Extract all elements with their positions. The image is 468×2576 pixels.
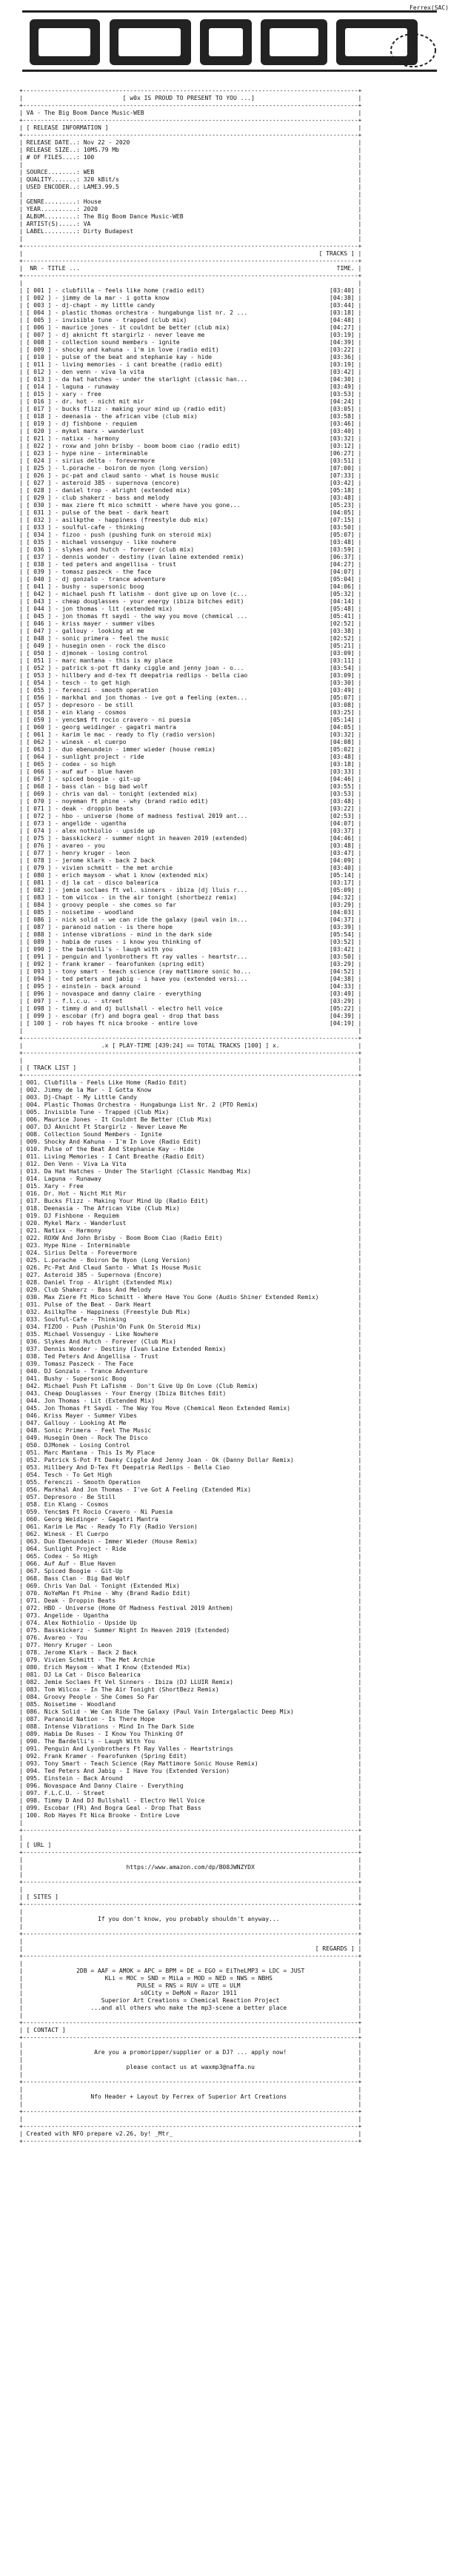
tracklist-item: | 076. Avareo - You |: [19, 1634, 362, 1641]
spacer: | |: [19, 2042, 362, 2048]
release-date: | RELEASE DATE..: Nov 22 - 2020 |: [19, 139, 362, 146]
track-row: | [ 084 ] - groovy people - she comes so far [03:29] |: [19, 902, 362, 908]
track-row: | [ 049 ] - husegin onen - rock the disco [05:21] |: [19, 643, 362, 649]
tracklist-item: | 020. Mykel Marx - Wanderlust |: [19, 1220, 362, 1227]
tracklist-item: | 007. DJ Aknicht Ft Stargirlz - Never Leave Me |: [19, 1124, 362, 1130]
tracklist-item: | 059. Yenc$m$ Ft Rocio Cravero - Ni Puesia |: [19, 1509, 362, 1515]
tracklist-item: | 081. DJ La Cat - Disco Balearica |: [19, 1671, 362, 1678]
tracklist-item: | 082. Jemie Soclaes Ft Vel Sinners - Ibiza (DJ LLUIR Remix) |: [19, 1679, 362, 1686]
divider: +----------------------------------------------------------------------------------------------+: [19, 1035, 362, 1042]
tracklist-item: | 083. Tom Wilcox - In The Air Tonight (ShortBezz Remix) |: [19, 1686, 362, 1693]
track-row: | [ 062 ] - winesk - el cuerpo [04:08] |: [19, 739, 362, 745]
track-row: | [ 089 ] - habia de ruses - i know you thinking of [03:52] |: [19, 939, 362, 945]
tracklist-item: | 094. Ted Peters And Jabig - I Have You (Extended Version) |: [19, 1768, 362, 1774]
spacer: | |: [19, 1057, 362, 1064]
tracklist-item: | 040. DJ Gonzalo - Trance Adventure |: [19, 1368, 362, 1375]
tracklist-item: | 068. Bass Clan - Big Bad Wolf |: [19, 1575, 362, 1582]
track-row: | [ 033 ] - soulful-cafe - thinking [03:50] |: [19, 524, 362, 531]
tracklist-item: | 073. Angelide - Ugantha |: [19, 1612, 362, 1619]
track-row: | [ 011 ] - living memories - i cant breathe (radio edit) [03:19] |: [19, 361, 362, 368]
tracklist-item: | 002. Jimmy de la Mar - I Gotta Know |: [19, 1087, 362, 1093]
label: | LABEL.........: Dirty Budapest |: [19, 228, 362, 235]
tracklist-item: | 056. Markhal And Jon Thomas - I've Got A Feeling (Extended Mix) |: [19, 1486, 362, 1493]
playtime-summary: | .x [ PLAY-TIME [439:24] == TOTAL TRACKS [100] ] x. |: [19, 1042, 362, 1049]
divider: +----------------------------------------------------------------------------------------------+: [19, 1072, 362, 1079]
section-header-tracklist: | [ TRACK LIST ] |: [19, 1064, 362, 1071]
track-row: | [ 060 ] - georg weidinger - gagatri mantra [04:05] |: [19, 724, 362, 731]
tracklist-item: | 025. L.porache - Boiron De Nyon (Long Version) |: [19, 1257, 362, 1264]
tracklist-item: | 009. Shocky And Kahuna - I'm In Love (Radio Edit) |: [19, 1138, 362, 1145]
divider: +----------------------------------------------------------------------------------------------+: [19, 1879, 362, 1885]
track-row: | [ 014 ] - laguna - runaway [03:49] |: [19, 383, 362, 390]
tracklist-item: | 051. Marc Mantana - This Is My Place |: [19, 1449, 362, 1456]
track-row: | [ 041 ] - bushy - supersonic boog [04:06] |: [19, 583, 362, 590]
track-row: | [ 027 ] - asteroid 385 - supernova (encore) [03:42] |: [19, 480, 362, 486]
tracklist-item: | 060. Georg Weidinger - Gagatri Mantra |: [19, 1516, 362, 1523]
tracklist-item: | 037. Dennis Wonder - Destiny (Ivan Laine Extended Remix) |: [19, 1346, 362, 1352]
track-row: | [ 063 ] - duo ebenundein - immer wieder (house remix) [05:02] |: [19, 746, 362, 753]
tracklist-item: | 091. Penguin And Lyonbrothers Ft Ray Valles - Heartstrings |: [19, 1745, 362, 1752]
track-row: | [ 090 ] - the bardelli's - laugh with you [03:42] |: [19, 946, 362, 953]
spacer: | |: [19, 2012, 362, 2019]
tracklist-item: | 088. Intense Vibrations - Mind In The Dark Side |: [19, 1723, 362, 1730]
spacer: | |: [19, 1886, 362, 1893]
logo-credit: Ferrex(SAC): [410, 4, 449, 11]
tracklist-item: | 086. Nick Solid - We Can Ride The Galaxy (Paul Vain Intergalactic Deep Mix) |: [19, 1708, 362, 1715]
tracklist-item: | 021. Natixx - Harmony |: [19, 1227, 362, 1234]
track-row: | [ 081 ] - dj la cat - disco balearica [03:17] |: [19, 879, 362, 886]
tracklist-item: | 043. Cheap Douglasses - Your Energy (Ibiza Bitches Edit) |: [19, 1390, 362, 1397]
tracklist-item: | 058. Ein Klang - Cosmos |: [19, 1501, 362, 1508]
track-row: | [ 018 ] - deenasia - the african vibe (club mix) [03:58] |: [19, 413, 362, 420]
track-row: | [ 074 ] - alex nothiolio - upside up [03:37] |: [19, 828, 362, 834]
tracklist-item: | 077. Henry Kruger - Leon |: [19, 1642, 362, 1648]
tracklist-item: | 069. Chris Van Dal - Tonight (Extended Mix) |: [19, 1583, 362, 1589]
track-row: | [ 059 ] - yenc$m$ ft rocio cravero - ni puesia [05:14] |: [19, 717, 362, 723]
tracklist-item: | 014. Laguna - Runaway |: [19, 1175, 362, 1182]
track-row: | [ 077 ] - henry kruger - leon [03:47] |: [19, 850, 362, 856]
track-row: | [ 026 ] - pc-pat and claud santo - what is house music [07:33] |: [19, 472, 362, 479]
track-row: | [ 068 ] - bass clan - big bad wolf [03:55] |: [19, 783, 362, 790]
tracklist-item: | 027. Asteroid 385 - Supernova (Encore) |: [19, 1272, 362, 1278]
divider: +----------------------------------------------------------------------------------------------+: [19, 132, 362, 138]
release-title: | VA - The Big Boom Dance Music-WEB |: [19, 110, 362, 116]
spacer: | |: [19, 1923, 362, 1930]
genre: | GENRE.........: House |: [19, 198, 362, 205]
tracklist-item: | 017. Bucks Flizz - Making Your Mind Up (Radio Edit) |: [19, 1198, 362, 1204]
track-row: | [ 095 ] - einstein - back around [04:33] |: [19, 983, 362, 990]
track-row: | [ 046 ] - kriss mayer - summer vibes [02:52] |: [19, 620, 362, 627]
track-row: | [ 067 ] - spiced boogie - git-up [04:46] |: [19, 776, 362, 782]
source: | SOURCE........: WEB |: [19, 169, 362, 175]
artist: | ARTIST(S).....: VA |: [19, 221, 362, 227]
track-row: | [ 061 ] - karim le mac - ready to fly (radio version) [03:32] |: [19, 731, 362, 738]
track-row: | [ 096 ] - novaspace and danny claire - everything [03:49] |: [19, 990, 362, 997]
track-row: | [ 093 ] - tony smart - teach science (ray mattimore sonic ho... [04:52] |: [19, 968, 362, 975]
regards-line: | ...and all others who make the mp3-scene a better place |: [19, 2005, 362, 2011]
track-row: | [ 029 ] - club shakerz - bass and melody [03:48] |: [19, 494, 362, 501]
encoder: | USED ENCODER..: LAME3.99.5 |: [19, 184, 362, 190]
divider: +----------------------------------------------------------------------------------------------+: [19, 117, 362, 124]
nfo-document: [19, 4, 449, 2144]
track-row: | [ 045 ] - jon thomas ft saydi - the way you move (chemical ... [05:41] |: [19, 613, 362, 620]
track-row: | [ 020 ] - mykel marx - wanderlust [03:40] |: [19, 428, 362, 435]
tracklist-item: | 033. Soulful-Cafe - Thinking |: [19, 1316, 362, 1323]
track-row: | [ 021 ] - natixx - harmony [03:32] |: [19, 435, 362, 442]
regards-line: | PULSE = RNS = RUV = UTE = ULM |: [19, 1982, 362, 1989]
tracklist-item: | 029. Club Shakerz - Bass And Melody |: [19, 1287, 362, 1293]
track-row: | [ 006 ] - maurice jones - it couldnt be better (club mix) [04:27] |: [19, 324, 362, 331]
contact-line: | please contact us at waxmp3@naffa.nu |: [19, 2064, 362, 2070]
track-row: | [ 072 ] - hbo - universe (home of madness festival 2019 ant... [02:53] |: [19, 813, 362, 819]
divider: +----------------------------------------------------------------------------------------------+: [19, 2019, 362, 2026]
track-row: | [ 050 ] - djmonek - losing control [03:09] |: [19, 650, 362, 657]
track-row: | [ 097 ] - f.l.c.u. - street [03:29] |: [19, 998, 362, 1004]
track-row: | [ 012 ] - den venn - viva la vita [03:42] |: [19, 369, 362, 375]
tracklist-item: | 032. AsilkpThe - Happiness (Freestyle Dub Mix) |: [19, 1309, 362, 1315]
tracklist-item: | 048. Sonic Primera - Feel The Music |: [19, 1427, 362, 1434]
track-row: | [ 100 ] - rob hayes ft nica brooke - entire love [04:19] |: [19, 1020, 362, 1027]
track-row: | [ 015 ] - xary - free [03:53] |: [19, 391, 362, 398]
track-row: | [ 008 ] - collection sound members - ignite [04:39] |: [19, 339, 362, 346]
tracklist-item: | 075. Basskickerz - Summer Night In Heaven 2019 (Extended) |: [19, 1627, 362, 1634]
tracklist-item: | 054. Tesch - To Get High |: [19, 1472, 362, 1478]
tracklist-item: | 099. Escobar (FR) And Bogra Geal - Drop That Bass |: [19, 1805, 362, 1811]
regards-line: | 2DB = AAF = AMOK = APC = BPM = DE = EGO = EiTheLMP3 = LDC = JUST |: [19, 1968, 362, 1974]
tracklist-item: | 004. Plastic Thomas Orchestra - Hungabunga List Nr. 2 (PTO Remix) |: [19, 1101, 362, 1108]
spacer: | |: [19, 280, 362, 286]
track-row: | [ 019 ] - dj fishbone - requiem [03:46] |: [19, 420, 362, 427]
tracklist-item: | 024. Sirius Delta - Forevermore |: [19, 1250, 362, 1256]
section-header-release-info: | [ RELEASE INFORMATION ] |: [19, 124, 362, 131]
tracklist-item: | 039. Tomasz Paszeck - The Face |: [19, 1361, 362, 1367]
album: | ALBUM.........: The Big Boom Dance Music-WEB |: [19, 213, 362, 220]
track-row: | [ 035 ] - michael vossenguy - like nowhere [03:48] |: [19, 539, 362, 546]
spacer: | |: [19, 1908, 362, 1915]
track-row: | [ 099 ] - escobar (fr) and bogra geal - drop that bass [04:39] |: [19, 1013, 362, 1019]
tracklist-item: | 006. Maurice Jones - It Couldnt Be Better (Club Mix) |: [19, 1116, 362, 1123]
tracklist-item: | 095. Einstein - Back Around |: [19, 1775, 362, 1782]
track-row: | [ 091 ] - penguin and lyonbrothers ft ray valles - heartstr... [03:50] |: [19, 953, 362, 960]
group-logo-ascii-art: [22, 4, 437, 86]
track-row: | [ 016 ] - dr. hot - nicht mit mir [04:24] |: [19, 398, 362, 405]
tracklist-item: | 036. Slykes And Hutch - Forever (Club Mix) |: [19, 1338, 362, 1345]
tracklist-item: | 050. DJMonek - Losing Control |: [19, 1442, 362, 1449]
section-header-contact: | [ CONTACT ] |: [19, 2027, 362, 2033]
divider: +----------------------------------------------------------------------------------------------+: [19, 1827, 362, 1834]
spacer: | |: [19, 191, 362, 198]
section-header-tracks: | [ TRACKS ] |: [19, 250, 362, 257]
track-row: | [ 044 ] - jon thomas - lit (extended mix) [05:48] |: [19, 606, 362, 612]
track-row: | [ 078 ] - jerome klark - back 2 back [04:09] |: [19, 857, 362, 864]
track-row: | [ 024 ] - sirius delta - forevermore [03:51] |: [19, 457, 362, 464]
tracklist-item: | 055. Ferenczi - Smooth Operation |: [19, 1479, 362, 1486]
track-row: | [ 048 ] - sonic primera - feel the music [02:52] |: [19, 635, 362, 642]
spacer: | |: [19, 2116, 362, 2122]
spacer: | |: [19, 1938, 362, 1945]
tracklist-item: | 084. Groovy People - She Comes So Far |: [19, 1694, 362, 1700]
divider: +----------------------------------------------------------------------------------------------+: [19, 258, 362, 264]
track-row: | [ 009 ] - shocky and kahuna - i'm in love (radio edit) [03:22] |: [19, 346, 362, 353]
divider: +----------------------------------------------------------------------------------------------+: [19, 272, 362, 279]
tracklist-item: | 078. Jerome Klark - Back 2 Back |: [19, 1649, 362, 1656]
track-row: | [ 001 ] - clubfilla - feels like home (radio edit) [03:40] |: [19, 287, 362, 294]
divider: +----------------------------------------------------------------------------------------------+: [19, 1953, 362, 1959]
tracklist-item: | 100. Rob Hayes Ft Nica Brooke - Entire Love |: [19, 1812, 362, 1819]
tracklist-item: | 028. Daniel Trop - Alright (Extended Mix) |: [19, 1279, 362, 1286]
track-row: | [ 069 ] - chris van dal - tonight (extended mix) [03:53] |: [19, 791, 362, 797]
tracklist-item: | 013. Da Hat Hatches - Under The Starlight (Classic Handbag Mix) |: [19, 1168, 362, 1175]
track-row: | [ 094 ] - ted peters and jabig - i have you (extended versi... [04:38] |: [19, 976, 362, 982]
track-row: | [ 064 ] - sunlight project - ride [03:48] |: [19, 754, 362, 760]
spacer: | |: [19, 161, 362, 168]
track-row: | [ 054 ] - tesch - to get high [03:30] |: [19, 680, 362, 686]
tracklist-item: | 080. Erich Maysom - What I Know (Extended Mix) |: [19, 1664, 362, 1671]
track-row: | [ 057 ] - depresoro - be still [03:08] |: [19, 702, 362, 708]
track-row: | [ 028 ] - daniel trop - alright (extended mix) [05:18] |: [19, 487, 362, 494]
track-row: | [ 005 ] - invisible tune - trapped (club mix) [04:48] |: [19, 317, 362, 323]
track-row: | [ 098 ] - timmy d and dj bullshall - electro hell voice [05:22] |: [19, 1005, 362, 1012]
track-row: | [ 070 ] - noyeman ft phine - why (brand radio edit) [03:48] |: [19, 798, 362, 805]
tracklist-item: | 085. Noisetime - Woodland |: [19, 1701, 362, 1708]
track-row: | [ 010 ] - pulse of the beat and stephanie kay - hide [03:36] |: [19, 354, 362, 360]
tracklist-item: | 022. ROXW And John Brisby - Boom Boom Ciao (Radio Edit) |: [19, 1235, 362, 1241]
tracklist-item: | 044. Jon Thomas - Lit (Extended Mix) |: [19, 1398, 362, 1404]
divider: +----------------------------------------------------------------------------------------------+: [19, 2079, 362, 2085]
track-row: | [ 047 ] - gallouy - looking at me [03:38] |: [19, 628, 362, 634]
track-row: | [ 030 ] - max ziere ft mico schmitt - where have you gone... [05:23] |: [19, 502, 362, 509]
tracklist-item: | 016. Dr. Hot - Nicht Mit Mir |: [19, 1190, 362, 1197]
tracks-columns: | NR - TITLE ... TIME. |: [19, 265, 362, 272]
divider: +----------------------------------------------------------------------------------------------+: [19, 243, 362, 249]
track-row: | [ 065 ] - codex - so high [03:18] |: [19, 761, 362, 768]
tracklist-item: | 047. Gallouy - Looking At Me |: [19, 1420, 362, 1426]
tracklist-item: | 065. Codex - So High |: [19, 1553, 362, 1560]
track-row: | [ 003 ] - dj-chapt - my little candy [03:44] |: [19, 302, 362, 309]
tracklist-item: | 038. Ted Peters And Angellisa - Trust |: [19, 1353, 362, 1360]
track-row: | [ 092 ] - frank kramer - fearofunken (spring edit) [03:29] |: [19, 961, 362, 967]
tracklist-item: | 003. Dj-Chapt - My Little Candy |: [19, 1094, 362, 1101]
spacer: | |: [19, 235, 362, 242]
tracklist-item: | 018. Deenasia - The African Vibe (Club Mix) |: [19, 1205, 362, 1212]
spacer: | |: [19, 2101, 362, 2107]
track-row: | [ 053 ] - hillbery and d-tex ft deepatria redlips - bella ciao [03:09] |: [19, 672, 362, 679]
tracklist-item: | 011. Living Memories - I Cant Breathe (Radio Edit) |: [19, 1153, 362, 1160]
track-row: | [ 051 ] - marc mantana - this is my place [03:11] |: [19, 657, 362, 664]
tracklist-item: | 042. Michael Push Ft LaTishm - Don't Give Up On Love (Club Remix) |: [19, 1383, 362, 1389]
tracklist-item: | 074. Alex Nothiolio - Upside Up |: [19, 1620, 362, 1626]
track-row: | [ 085 ] - noisetime - woodland [04:03] |: [19, 909, 362, 916]
track-row: | [ 037 ] - dennis wonder - destiny (ivan laine extended remix) [06:37] |: [19, 554, 362, 560]
divider: +----------------------------------------------------------------------------------------------+: [19, 2123, 362, 2130]
regards-line: | KLi = MOC = SND = MiLa = MOD = NED = NWS = NBHS |: [19, 1975, 362, 1982]
track-row: | [ 073 ] - angelide - ugantha [04:07] |: [19, 820, 362, 827]
track-row: | [ 042 ] - michael push ft latishm - dont give up on love (c... [05:32] |: [19, 591, 362, 597]
tracklist-item: | 001. Clubfilla - Feels Like Home (Radio Edit) |: [19, 1079, 362, 1086]
track-row: | [ 031 ] - pulse of the beat - dark heart [04:05] |: [19, 509, 362, 516]
track-row: | [ 056 ] - markhal and jon thomas - ive got a feeling (exten... [05:07] |: [19, 694, 362, 701]
year: | YEAR..........: 2020 |: [19, 206, 362, 212]
divider: +----------------------------------------------------------------------------------------------+: [19, 1931, 362, 1937]
num-files: | # OF FILES....: 100 |: [19, 154, 362, 161]
track-row: | [ 039 ] - tomasz paszeck - the face [04:07] |: [19, 568, 362, 575]
track-row: | [ 032 ] - asilkpthe - happiness (freestyle dub mix) [07:15] |: [19, 517, 362, 523]
divider: +----------------------------------------------------------------------------------------------+: [19, 2108, 362, 2115]
tracklist-item: | 087. Paranoid Nation - Is There Hope |: [19, 1716, 362, 1723]
spacer: | |: [19, 1856, 362, 1863]
contact-line: | Are you a promoripper/supplier or a DJ? ... apply now! |: [19, 2049, 362, 2056]
spacer: | |: [19, 1960, 362, 1967]
track-row: | [ 055 ] - ferenczi - smooth operation [03:49] |: [19, 687, 362, 694]
track-row: | [ 058 ] - ein klang - cosmos [03:25] |: [19, 709, 362, 716]
tracklist-item: | 098. Timmy D And DJ Bullshall - Electro Hell Voice |: [19, 1797, 362, 1804]
track-row: | [ 034 ] - fizoo - push (pushing funk on steroid mix) [05:07] |: [19, 531, 362, 538]
tracklist-item: | 062. Winesk - El Cuerpo |: [19, 1531, 362, 1537]
tracklist-item: | 015. Xary - Free |: [19, 1183, 362, 1190]
divider: +----------------------------------------------------------------------------------------------+: [19, 2034, 362, 2041]
track-row: | [ 013 ] - da hat hatches - under the starlight (classic han... [04:30] |: [19, 376, 362, 383]
release-size: | RELEASE SIZE..: 10MS.79 Mb |: [19, 147, 362, 153]
track-row: | [ 071 ] - deak - droppin beats [03:22] |: [19, 805, 362, 812]
section-header-regards: | [ REGARDS ] |: [19, 1945, 362, 1952]
divider: +----------------------------------------------------------------------------------------------+: [19, 1050, 362, 1056]
url-value: | https://www.amazon.com/dp/B08JWNZYDX |: [19, 1864, 362, 1871]
regards-line: | s0City = DeMoN = Razor 1911 |: [19, 1990, 362, 1996]
tracklist-item: | 010. Pulse of the Beat And Stephanie Kay - Hide |: [19, 1146, 362, 1153]
track-row: | [ 066 ] - auf auf - blue haven [03:33] |: [19, 768, 362, 775]
section-header-sites: | [ SITES ] |: [19, 1894, 362, 1900]
spacer: | |: [19, 1819, 362, 1826]
divider: +----------------------------------------------------------------------------------------------+: [19, 1901, 362, 1908]
spacer: | |: [19, 2056, 362, 2063]
track-row: | [ 076 ] - avareo - you [03:48] |: [19, 842, 362, 849]
track-row: | [ 025 ] - l.porache - boiron de nyon (long version) [07:00] |: [19, 465, 362, 472]
section-header-url: | [ URL ] |: [19, 1842, 362, 1848]
tracklist-item: | 035. Michael Vossenguy - Like Nowhere |: [19, 1331, 362, 1338]
track-row: | [ 022 ] - roxw and john brisby - boom boom ciao (radio edit) [03:12] |: [19, 443, 362, 449]
spacer: | |: [19, 1871, 362, 1878]
frame-top: +----------------------------------------------------------------------------------------------+: [19, 87, 362, 94]
nfo-layout-credit: | Nfo Header + Layout by Ferrex of Superior Art Creations |: [19, 2093, 362, 2100]
tracklist-item: | 071. Deak - Droppin Beats |: [19, 1597, 362, 1604]
proud-line: | [ w0x IS PROUD TO PRESENT TO YOU ...] |: [19, 95, 362, 101]
tracklist-item: | 046. Kriss Mayer - Summer Vibes |: [19, 1412, 362, 1419]
created-with: | Created with NFO prepare v2.26, by! _Mtr_ |: [19, 2130, 362, 2137]
tracklist-item: | 049. Husegin Onen - Rock The Disco |: [19, 1435, 362, 1441]
track-row: | [ 036 ] - slykes and hutch - forever (club mix) [03:59] |: [19, 546, 362, 553]
divider: +----------------------------------------------------------------------------------------------+: [19, 1849, 362, 1856]
tracklist-item: | 057. Depresoro - Be Still |: [19, 1494, 362, 1500]
track-row: | [ 088 ] - intense vibrations - mind in the dark side [05:54] |: [19, 931, 362, 938]
tracklist-item: | 093. Tony Smart - Teach Science (Ray Mattimore Sonic House Remix) |: [19, 1760, 362, 1767]
regards-line: | Superior Art Creations = Chemical Reaction Project |: [19, 1997, 362, 2004]
track-row: | [ 038 ] - ted peters and angellisa - trust [04:27] |: [19, 561, 362, 568]
spacer: | |: [19, 2071, 362, 2078]
tracklist-item: | 070. NoYeMan Ft Phine - Why (Brand Radio Edit) |: [19, 1590, 362, 1597]
spacer: | |: [19, 1027, 362, 1034]
track-row: | [ 043 ] - cheap douglasses - your energy (ibiza bitches edit) [04:14] |: [19, 598, 362, 605]
tracklist-item: | 031. Pulse of the Beat - Dark Heart |: [19, 1301, 362, 1308]
divider: +----------------------------------------------------------------------------------------------+: [19, 102, 362, 109]
tracklist-item: | 052. Patrick S-Pot Ft Danky Ciggle And Jenny Joan - Ok (Danny Dollar Remix) |: [19, 1457, 362, 1463]
track-row: | [ 017 ] - bucks flizz - making your mind up (radio edit) [03:05] |: [19, 406, 362, 412]
tracklist-item: | 026. Pc-Pat And Claud Santo - What Is House Music |: [19, 1264, 362, 1271]
tracklist-item: | 090. The Bardelli's - Laugh With You |: [19, 1738, 362, 1745]
tracklist-item: | 045. Jon Thomas Ft Saydi - The Way You Move (Chemical Neon Extended Remix) |: [19, 1405, 362, 1412]
tracklist-item: | 041. Bushy - Supersonic Boog |: [19, 1375, 362, 1382]
track-row: | [ 040 ] - dj gonzalo - trance adventure [05:04] |: [19, 576, 362, 583]
track-row: | [ 087 ] - paranoid nation - is there hope [03:39] |: [19, 924, 362, 930]
track-row: | [ 080 ] - erich maysom - what i know (extended mix) [05:14] |: [19, 872, 362, 879]
tracklist-item: | 019. DJ Fishbone - Requiem |: [19, 1212, 362, 1219]
tracklist-item: | 064. Sunlight Project - Ride |: [19, 1546, 362, 1552]
tracklist-item: | 012. Den Venn - Viva La Vita |: [19, 1161, 362, 1167]
track-row: | [ 083 ] - tom wilcox - in the air tonight (shortbezz remix) [04:32] |: [19, 894, 362, 901]
tracklist-item: | 066. Auf Auf - Blue Haven |: [19, 1560, 362, 1567]
track-row: | [ 004 ] - plastic thomas orchestra - hungabunga list nr. 2 ... [03:18] |: [19, 309, 362, 316]
track-row: | [ 023 ] - hype nine - interminable [06:27] |: [19, 450, 362, 457]
tracklist-item: | 072. HBO - Universe (Home Of Madness Festival 2019 Anthem) |: [19, 1605, 362, 1611]
track-row: | [ 079 ] - vivien schmitt - the met archie [03:40] |: [19, 865, 362, 871]
track-row: | [ 007 ] - dj aknicht ft stargirlz - never leave me [03:19] |: [19, 332, 362, 338]
tracklist-item: | 063. Duo Ebenundein - Immer Wieder (House Remix) |: [19, 1538, 362, 1545]
tracklist-item: | 079. Vivien Schmitt - The Met Archie |: [19, 1657, 362, 1663]
nfo-text-body: [19, 87, 449, 2145]
spacer: | |: [19, 2086, 362, 2093]
track-row: | [ 002 ] - jimmy de la mar - i gotta know [04:38] |: [19, 295, 362, 301]
track-row: | [ 052 ] - patrick s-pot ft danky ciggle and jenny joan - o... [03:54] |: [19, 665, 362, 671]
tracklist-item: | 067. Spiced Boogie - Git-Up |: [19, 1568, 362, 1574]
tracklist-item: | 097. F.L.C.U. - Street |: [19, 1790, 362, 1797]
tracklist-item: | 053. Hillbery And D-Tex Ft Deepatria Redlips - Bella Ciao |: [19, 1464, 362, 1471]
tracklist-item: | 034. FIZOO - Push (Pushin'On Funk On Steroid Mix) |: [19, 1324, 362, 1330]
sites-text: | If you don't know, you probably shouldn't anyway... |: [19, 1916, 362, 1922]
frame-bottom: +----------------------------------------------------------------------------------------------+: [19, 2138, 362, 2144]
tracklist-item: | 061. Karim Le Mac - Ready To Fly (Radio Version) |: [19, 1523, 362, 1530]
tracklist-item: | 096. Novaspace And Danny Claire - Everything |: [19, 1782, 362, 1789]
tracklist-item: | 008. Collection Sound Members - Ignite |: [19, 1131, 362, 1138]
tracklist-item: | 023. Hype Nine - Interminable |: [19, 1242, 362, 1249]
tracklist-item: | 092. Frank Kramer - Fearofunken (Spring Edit) |: [19, 1753, 362, 1760]
track-row: | [ 075 ] - basskickerz - summer night in heaven 2019 (extended) [04:46] |: [19, 835, 362, 842]
track-row: | [ 086 ] - nick solid - we can ride the galaxy (paul vain in... [04:37] |: [19, 916, 362, 923]
tracklist-item: | 089. Habia De Ruses - I Know You Thinking Of |: [19, 1731, 362, 1737]
quality: | QUALITY.......: 320 kBit/s |: [19, 176, 362, 183]
track-row: | [ 082 ] - jemie soclaes ft vel. sinners - ibiza (dj lluis r... [05:09] |: [19, 887, 362, 893]
spacer: | |: [19, 1834, 362, 1841]
tracklist-item: | 005. Invisible Tune - Trapped (Club Mix) |: [19, 1109, 362, 1116]
tracklist-item: | 030. Max Ziere Ft Mico Schmitt - Where Have You Gone (Audio Shiner Extended Remix) |: [19, 1294, 362, 1301]
